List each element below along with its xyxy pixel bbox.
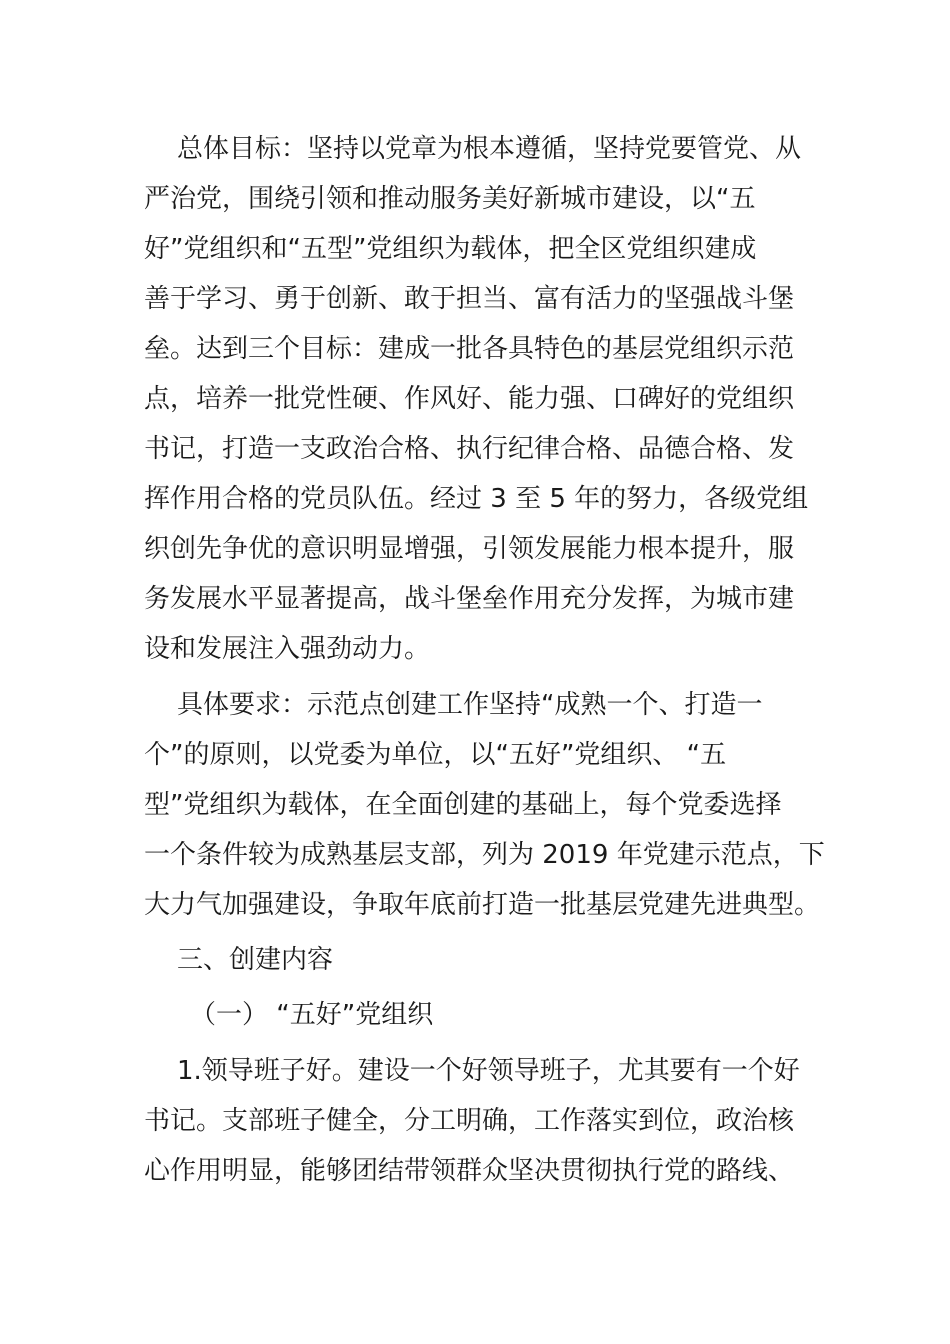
text-line: 型”党组织为载体，在全面创建的基础上，每个党委选择 xyxy=(144,790,782,820)
text-line: 设和发展注入强劲动力。 xyxy=(144,634,431,664)
text-line: 书记，打造一支政治合格、执行纪律合格、品德合格、发 xyxy=(144,434,795,464)
text-line: 个”的原则，以党委为单位，以“五好”党组织、 “五 xyxy=(144,740,727,770)
text-line: 织创先争优的意识明显增强，引领发展能力根本提升，服 xyxy=(144,534,795,564)
text-line: 总体目标：坚持以党章为根本遵循，坚持党要管党、从 xyxy=(177,134,802,164)
text-line: 垒。达到三个目标：建成一批各具特色的基层党组织示范 xyxy=(144,334,795,364)
text-line: 点，培养一批党性硬、作风好、能力强、口碑好的党组织 xyxy=(144,384,795,414)
text-line: 心作用明显，能够团结带领群众坚决贯彻执行党的路线、 xyxy=(144,1156,795,1186)
text-line: 挥作用合格的党员队伍。经过 3 至 5 年的努力，各级党组 xyxy=(144,484,809,514)
text-line: 大力气加强建设，争取年底前打造一批基层党建先进典型。 xyxy=(144,890,821,920)
text-line: 善于学习、勇于创新、敢于担当、富有活力的坚强战斗堡 xyxy=(144,284,795,314)
text-line: 一个条件较为成熟基层支部，列为 2019 年党建示范点，下 xyxy=(144,840,825,870)
section-heading: 三、创建内容 xyxy=(177,945,334,975)
text-line: 1.领导班子好。建设一个好领导班子，尤其要有一个好 xyxy=(177,1056,800,1086)
text-line: 严治党，围绕引领和推动服务美好新城市建设，以“五 xyxy=(144,184,756,214)
text-line: 书记。支部班子健全，分工明确，工作落实到位，政治核 xyxy=(144,1106,795,1136)
text-line: 好”党组织和“五型”党组织为载体，把全区党组织建成 xyxy=(144,234,757,264)
text-line: 具体要求：示范点创建工作坚持“成熟一个、打造一 xyxy=(177,690,763,720)
text-line: 务发展水平显著提高，战斗堡垒作用充分发挥，为城市建 xyxy=(144,584,795,614)
subsection-heading: （一） “五好”党组织 xyxy=(190,1000,434,1030)
